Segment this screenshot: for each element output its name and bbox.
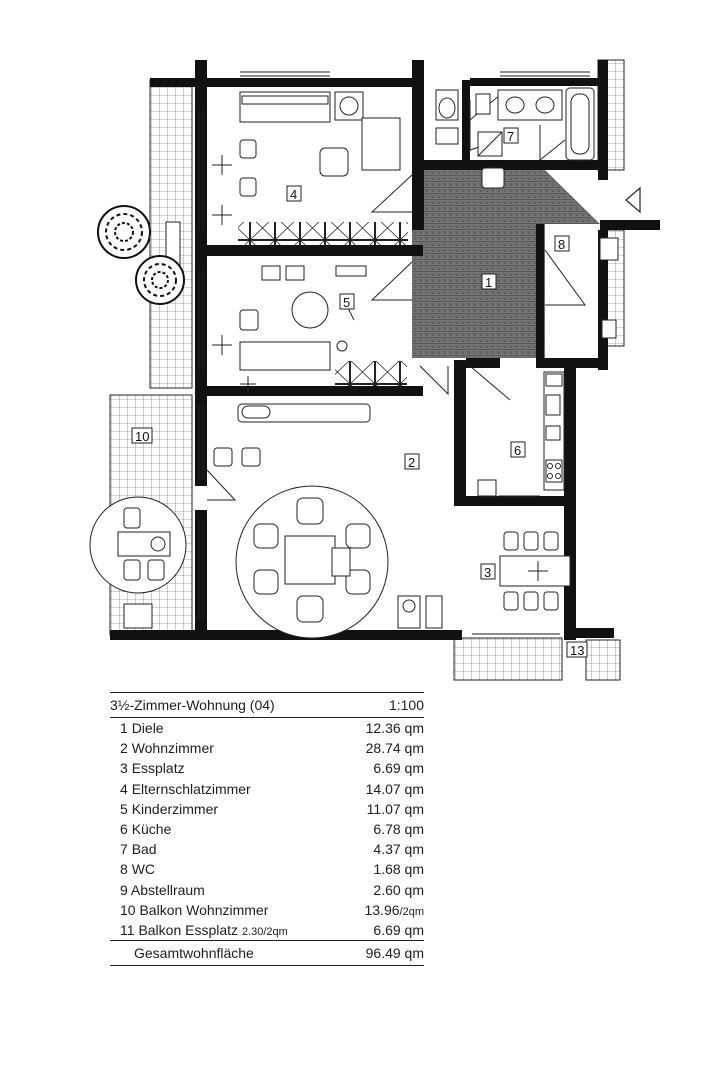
room-label: 13 [570, 643, 585, 658]
room-row: 1 Diele 12.36 qm [120, 720, 424, 737]
total-row [110, 941, 424, 965]
room-row: 7 Bad 4.37 qm [120, 841, 424, 858]
furniture-bedroom [212, 92, 400, 225]
room-label: 6 [514, 443, 522, 458]
room-row: 5 Kinderzimmer 11.07 qm [120, 800, 424, 817]
room-label: 4 [290, 187, 298, 202]
room-row: 9 Abstellraum 2.60 qm [120, 881, 424, 898]
total-area: 96.49 qm [365, 945, 424, 962]
room-row: 2 Wohnzimmer 28.74 qm [120, 740, 424, 757]
room-row: 4 Elternschlatzimmer 14.07 qm [120, 780, 424, 797]
room-row: 3 Essplatz 6.69 qm [120, 760, 424, 777]
plan-scale: 1:100 [388, 697, 424, 713]
room-label: 8 [558, 237, 566, 252]
room-label: 1 [485, 275, 493, 290]
schedule-header [110, 693, 424, 717]
entrance-arrow-icon [626, 188, 640, 212]
room-label: 5 [343, 295, 351, 310]
room-row: 11 Balkon Essplatz 2.30/2qm 6.69 qm [120, 921, 424, 938]
room-label: 2 [408, 455, 416, 470]
furniture-living [214, 404, 442, 638]
total-label: Gesamtwohnfläche [134, 945, 254, 962]
room-label: 3 [484, 565, 492, 580]
schedule-title: 3½-Zimmer-Wohnung (04) [110, 697, 275, 713]
room-row: 8 WC 1.68 qm [120, 861, 424, 878]
room-schedule [110, 692, 424, 966]
hall-flooring [412, 170, 600, 358]
room-row: 10 Balkon Wohnzimmer 13.96/2qm [120, 901, 424, 918]
room-row: 6 Küche 6.78 qm [120, 821, 424, 838]
divider [110, 965, 424, 966]
furniture-dining [500, 532, 570, 610]
kitchen-units [478, 372, 564, 496]
room-label: 7 [507, 129, 515, 144]
room-label: 10 [135, 429, 150, 444]
